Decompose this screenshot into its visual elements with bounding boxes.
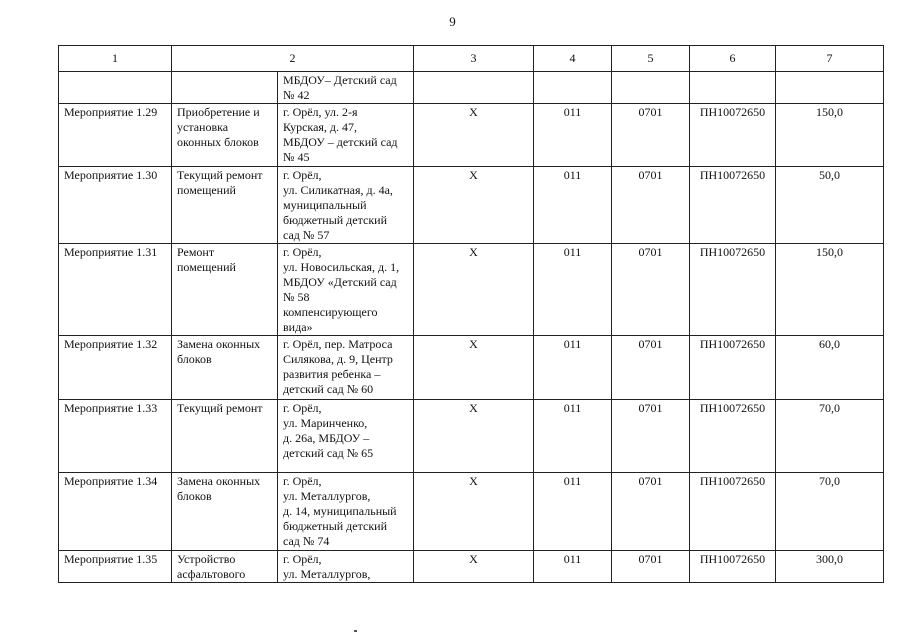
code-cell: 011 <box>534 551 612 583</box>
name-cell: Ремонт помещений <box>172 244 278 336</box>
name-cell: Приобретение и установка оконных блоков <box>172 104 278 167</box>
budget-table <box>58 45 884 583</box>
table-row <box>59 400 884 473</box>
address-cell: г. Орёл, ул. Металлургов, д. 14, муниципальный бюджетный детский сад № 74 <box>278 473 414 551</box>
name-cell <box>172 72 278 104</box>
address-cell: г. Орёл, ул. Маринченко, д. 26а, МБДОУ – детский сад № 65 <box>278 400 414 473</box>
code-cell: 011 <box>534 336 612 400</box>
address-cell: г. Орёл, ул. 2-я Курская, д. 47, МБДОУ – детский сад № 45 <box>278 104 414 167</box>
measure-cell: Мероприятие 1.32 <box>59 336 172 400</box>
header-cell-3: 3 <box>414 46 534 72</box>
amount-cell: 150,0 <box>776 244 884 336</box>
address-cell: МБДОУ– Детский сад № 42 <box>278 72 414 104</box>
code-cell: 011 <box>534 244 612 336</box>
amount-cell <box>776 72 884 104</box>
section-cell <box>612 72 690 104</box>
target-cell: ПН10072650 <box>690 473 776 551</box>
x-cell: X <box>414 473 534 551</box>
x-cell: X <box>414 336 534 400</box>
section-cell: 0701 <box>612 400 690 473</box>
target-cell: ПН10072650 <box>690 551 776 583</box>
amount-cell: 150,0 <box>776 104 884 167</box>
header-cell-7: 7 <box>776 46 884 72</box>
amount-cell: 60,0 <box>776 336 884 400</box>
name-cell: Текущий ремонт помещений <box>172 167 278 244</box>
measure-cell: Мероприятие 1.29 <box>59 104 172 167</box>
x-cell: X <box>414 551 534 583</box>
header-cell-4: 4 <box>534 46 612 72</box>
address-cell: г. Орёл, ул. Силикатная, д. 4а, муниципальный бюджетный детский сад № 57 <box>278 167 414 244</box>
header-row <box>59 46 884 72</box>
code-cell: 011 <box>534 104 612 167</box>
target-cell: ПН10072650 <box>690 244 776 336</box>
section-cell: 0701 <box>612 336 690 400</box>
code-cell <box>534 72 612 104</box>
table-row <box>59 72 884 104</box>
section-cell: 0701 <box>612 244 690 336</box>
name-cell: Замена оконных блоков <box>172 336 278 400</box>
section-cell: 0701 <box>612 104 690 167</box>
measure-cell: Мероприятие 1.31 <box>59 244 172 336</box>
address-cell: г. Орёл, ул. Новосильская, д. 1, МБДОУ «Детский сад № 58 компенсирующего вида» <box>278 244 414 336</box>
amount-cell: 300,0 <box>776 551 884 583</box>
x-cell <box>414 72 534 104</box>
measure-cell: Мероприятие 1.35 <box>59 551 172 583</box>
header-cell-2: 2 <box>172 46 414 72</box>
measure-cell: Мероприятие 1.34 <box>59 473 172 551</box>
target-cell: ПН10072650 <box>690 104 776 167</box>
amount-cell: 50,0 <box>776 167 884 244</box>
name-cell: Устройство асфальтового <box>172 551 278 583</box>
code-cell: 011 <box>534 167 612 244</box>
measure-cell: Мероприятие 1.30 <box>59 167 172 244</box>
target-cell: ПН10072650 <box>690 336 776 400</box>
address-cell: г. Орёл, ул. Металлургов, <box>278 551 414 583</box>
page-number: 9 <box>449 14 456 29</box>
name-cell: Замена оконных блоков <box>172 473 278 551</box>
table-row <box>59 167 884 244</box>
scan-speck <box>354 630 357 632</box>
table-row <box>59 473 884 551</box>
header-cell-1: 1 <box>59 46 172 72</box>
address-cell: г. Орёл, пер. Матроса Силякова, д. 9, Центр развития ребенка – детский сад № 60 <box>278 336 414 400</box>
table-row <box>59 336 884 400</box>
section-cell: 0701 <box>612 473 690 551</box>
header-cell-6: 6 <box>690 46 776 72</box>
measure-cell: Мероприятие 1.33 <box>59 400 172 473</box>
target-cell: ПН10072650 <box>690 167 776 244</box>
target-cell: ПН10072650 <box>690 400 776 473</box>
target-cell <box>690 72 776 104</box>
x-cell: X <box>414 400 534 473</box>
section-cell: 0701 <box>612 551 690 583</box>
x-cell: X <box>414 167 534 244</box>
name-cell: Текущий ремонт <box>172 400 278 473</box>
x-cell: X <box>414 244 534 336</box>
table-row <box>59 551 884 583</box>
measure-cell <box>59 72 172 104</box>
amount-cell: 70,0 <box>776 400 884 473</box>
x-cell: X <box>414 104 534 167</box>
table-row <box>59 104 884 167</box>
code-cell: 011 <box>534 473 612 551</box>
header-cell-5: 5 <box>612 46 690 72</box>
table-row <box>59 244 884 336</box>
section-cell: 0701 <box>612 167 690 244</box>
amount-cell: 70,0 <box>776 473 884 551</box>
code-cell: 011 <box>534 400 612 473</box>
